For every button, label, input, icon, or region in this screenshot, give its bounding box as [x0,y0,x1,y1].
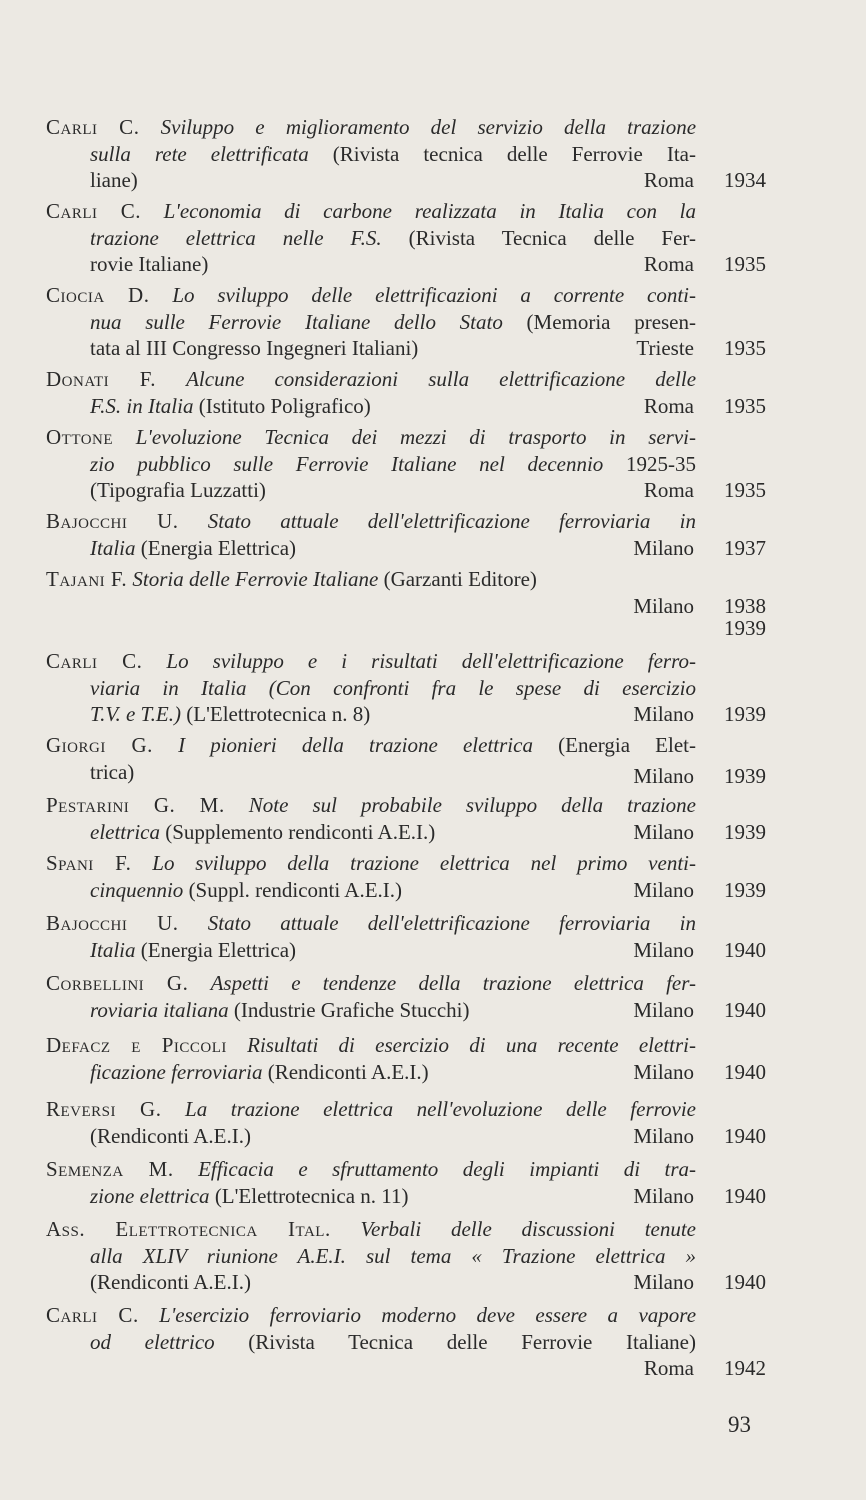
entry-publication: (Energia Elet- [532,733,696,757]
entry-year: 1940 [724,997,766,1022]
entry-publication: (Industrie Grafiche Stucchi) [228,997,470,1022]
entry-author: Tajani F. [46,567,128,591]
entry-title: viaria in Italia (Con confronti fra le spese di esercizio [90,675,696,700]
page-number: 93 [728,1412,751,1437]
entry-author: Carli C. [46,1303,139,1327]
entry-author: Ass. Elettrotecnica Ital. [46,1217,331,1241]
entry-publication: (Energia Elettrica) [135,535,297,560]
entry-title: I pionieri della trazione elettrica [178,733,533,757]
bibliography-entry [46,1216,774,1296]
entry-title: Italia [90,535,136,560]
entry-year-second: 1939 [724,616,766,640]
entry-title: Sviluppo e miglioramento del servizio della trazione [160,115,697,139]
entry-author: Ciocia D. [46,283,150,307]
bibliography-entry [46,1156,774,1209]
entry-year: 1938 [724,593,766,618]
entry-year: 1940 [724,937,766,962]
entry-publication: (Rendiconti A.E.I.) [90,1270,251,1294]
entry-year: 1939 [724,702,766,726]
entry-publication: (Garzanti Editore) [378,567,537,591]
entry-year: 1935 [724,393,766,418]
entry-author: Carli C. [46,199,141,223]
entry-city: Milano [633,937,694,962]
bibliography-entry [46,508,774,561]
entry-title: ficazione ferroviaria [90,1059,263,1084]
entry-title: Verbali delle discussioni tenute [360,1217,696,1241]
entry-title: zione elettrica [90,1183,210,1208]
entry-city: Milano [633,702,694,726]
entry-city: Roma [643,478,694,502]
entry-publication: (Memoria presen- [502,309,696,334]
entry-title: Lo sviluppo delle elettrificazioni a corrente conti- [172,283,696,307]
entry-title: F.S. in Italia [90,393,194,418]
entry-author: Carli C. [46,115,140,139]
entry-year: 1937 [724,535,766,560]
entry-city: Milano [633,1059,694,1084]
entry-year: 1940 [724,1123,766,1148]
entry-title-years: 1925-35 [603,451,696,476]
entry-title: Note sul probabile sviluppo della trazione [248,793,696,817]
entry-city: Roma [643,1356,694,1380]
bibliography-entry [46,114,774,194]
entry-title: Risultati di esercizio di una recente elettri- [247,1033,696,1057]
entry-publication: (Istituto Poligrafico) [193,393,371,418]
entry-year: 1935 [724,478,766,502]
entry-title: Alcune considerazioni sulla elettrificazione delle [186,367,697,391]
entry-city: Milano [633,877,694,902]
entry-title: Lo sviluppo e i risultati dell'elettrificazione ferro- [166,649,696,673]
entry-publication: (Energia Elettrica) [135,937,297,962]
entry-publication: (Tipografia Luzzatti) [90,478,266,502]
entry-city: Roma [643,252,694,276]
entry-title: Storia delle Ferrovie Italiane [132,567,379,591]
entry-author: Carli C. [46,649,143,673]
bibliography-entry [46,1302,774,1382]
entry-year: 1935 [724,252,766,276]
entry-author: Semenza M. [46,1157,174,1181]
bibliography-entry [46,648,774,728]
entry-title: L'evoluzione Tecnica dei mezzi di trasporto in servi- [135,425,697,449]
entry-publication: liane) [90,168,138,192]
entry-author: Defacz e Piccoli [46,1033,227,1057]
entry-author: Reversi G. [46,1097,162,1121]
entry-title: elettrica [90,819,160,844]
bibliography-entry [46,910,774,963]
bibliography-entry [46,1032,774,1085]
entry-title: L'esercizio ferroviario moderno deve essere a vapore [159,1303,697,1327]
entry-publication: (Rendiconti A.E.I.) [262,1059,429,1084]
entry-city: Milano [633,593,694,618]
entry-publication: (Rivista Tecnica delle Ferrovie Italiane) [214,1329,696,1354]
bibliography-entry [46,424,774,504]
entry-author: Donati F. [46,367,156,391]
entry-title: Stato attuale dell'elettrificazione ferroviaria in [207,509,696,533]
entry-publication: (Rivista Tecnica delle Fer- [381,225,696,250]
bibliography-entry [46,282,774,362]
entry-title: Efficacia e sfruttamento degli impianti di tra- [198,1157,697,1181]
entry-author: Pestarini G. M. [46,793,225,817]
entry-title: T.V. e T.E.) [90,702,182,726]
entry-year: 1934 [724,168,766,192]
bibliography-entry [46,366,774,419]
entry-title: zio pubblico sulle Ferrovie Italiane nel decennio [90,451,604,476]
entry-author: Spani F. [46,851,132,875]
entry-title: Stato attuale dell'elettrificazione ferroviaria in [207,911,696,935]
entry-title: trazione elettrica nelle F.S. [90,225,382,250]
entry-title: nua sulle Ferrovie Italiane dello Stato [90,309,503,334]
entry-city: Milano [633,1183,694,1208]
bibliography-entry [46,198,774,278]
entry-author: Corbellini G. [46,971,189,995]
entry-city: Milano [633,535,694,560]
entry-year: 1942 [724,1356,766,1380]
entry-publication: (L'Elettrotecnica n. 8) [181,702,371,726]
entry-year: 1940 [724,1183,766,1208]
entry-city: Milano [633,819,694,844]
entry-publication: rovie Italiane) [90,252,209,276]
entry-city: Trieste [636,336,694,360]
entry-author: Ottone [46,425,114,449]
entry-title: roviaria italiana [90,997,229,1022]
entry-publication: (L'Elettrotecnica n. 11) [209,1183,409,1208]
entry-title: Lo sviluppo della trazione elettrica nel primo venti- [152,851,696,875]
entry-city: Milano [633,1270,694,1294]
entry-title: alla XLIV riunione A.E.I. sul tema « Trazione elettrica » [90,1243,696,1268]
bibliography-entry [46,1096,774,1149]
entry-city: Roma [643,168,694,192]
entry-city: Milano [633,1123,694,1148]
entry-year: 1935 [724,336,766,360]
entry-author: Bajocchi U. [46,911,179,935]
entry-publication: tata al III Congresso Ingegneri Italiani) [90,336,419,360]
entry-city: Milano [633,997,694,1022]
bibliography-entry [46,850,774,903]
entry-year: 1940 [724,1059,766,1084]
entry-title: cinquennio [90,877,184,902]
entry-title: L'economia di carbone realizzata in Italia con la [163,199,697,223]
entry-author: Bajocchi U. [46,509,179,533]
entry-title: od elettrico [90,1329,215,1354]
entry-title: La trazione elettrica nell'evoluzione delle ferrovie [185,1097,696,1121]
entry-title: Aspetti e tendenze della trazione elettrica fer- [210,971,697,995]
entry-publication: (Supplemento rendiconti A.E.I.) [159,819,436,844]
entry-publication: trica) [90,759,135,784]
entry-city: Milano [633,763,694,788]
entry-author: Giorgi G. [46,733,153,757]
entry-publication: (Rendiconti A.E.I.) [90,1123,251,1148]
entry-year: 1939 [724,877,766,902]
entry-year: 1939 [724,819,766,844]
entry-title: sulla rete elettrificata [90,141,309,166]
entry-publication: (Rivista tecnica delle Ferrovie Ita- [308,141,696,166]
entry-year: 1939 [724,763,766,788]
bibliography-entry [46,970,774,1023]
entry-publication: (Suppl. rendiconti A.E.I.) [183,877,403,902]
bibliography-entry [46,732,774,788]
bibliography-entry [46,566,774,640]
entry-title: Italia [90,937,136,962]
entry-year: 1940 [724,1270,766,1294]
bibliography-entry [46,792,774,845]
entry-city: Roma [643,393,694,418]
